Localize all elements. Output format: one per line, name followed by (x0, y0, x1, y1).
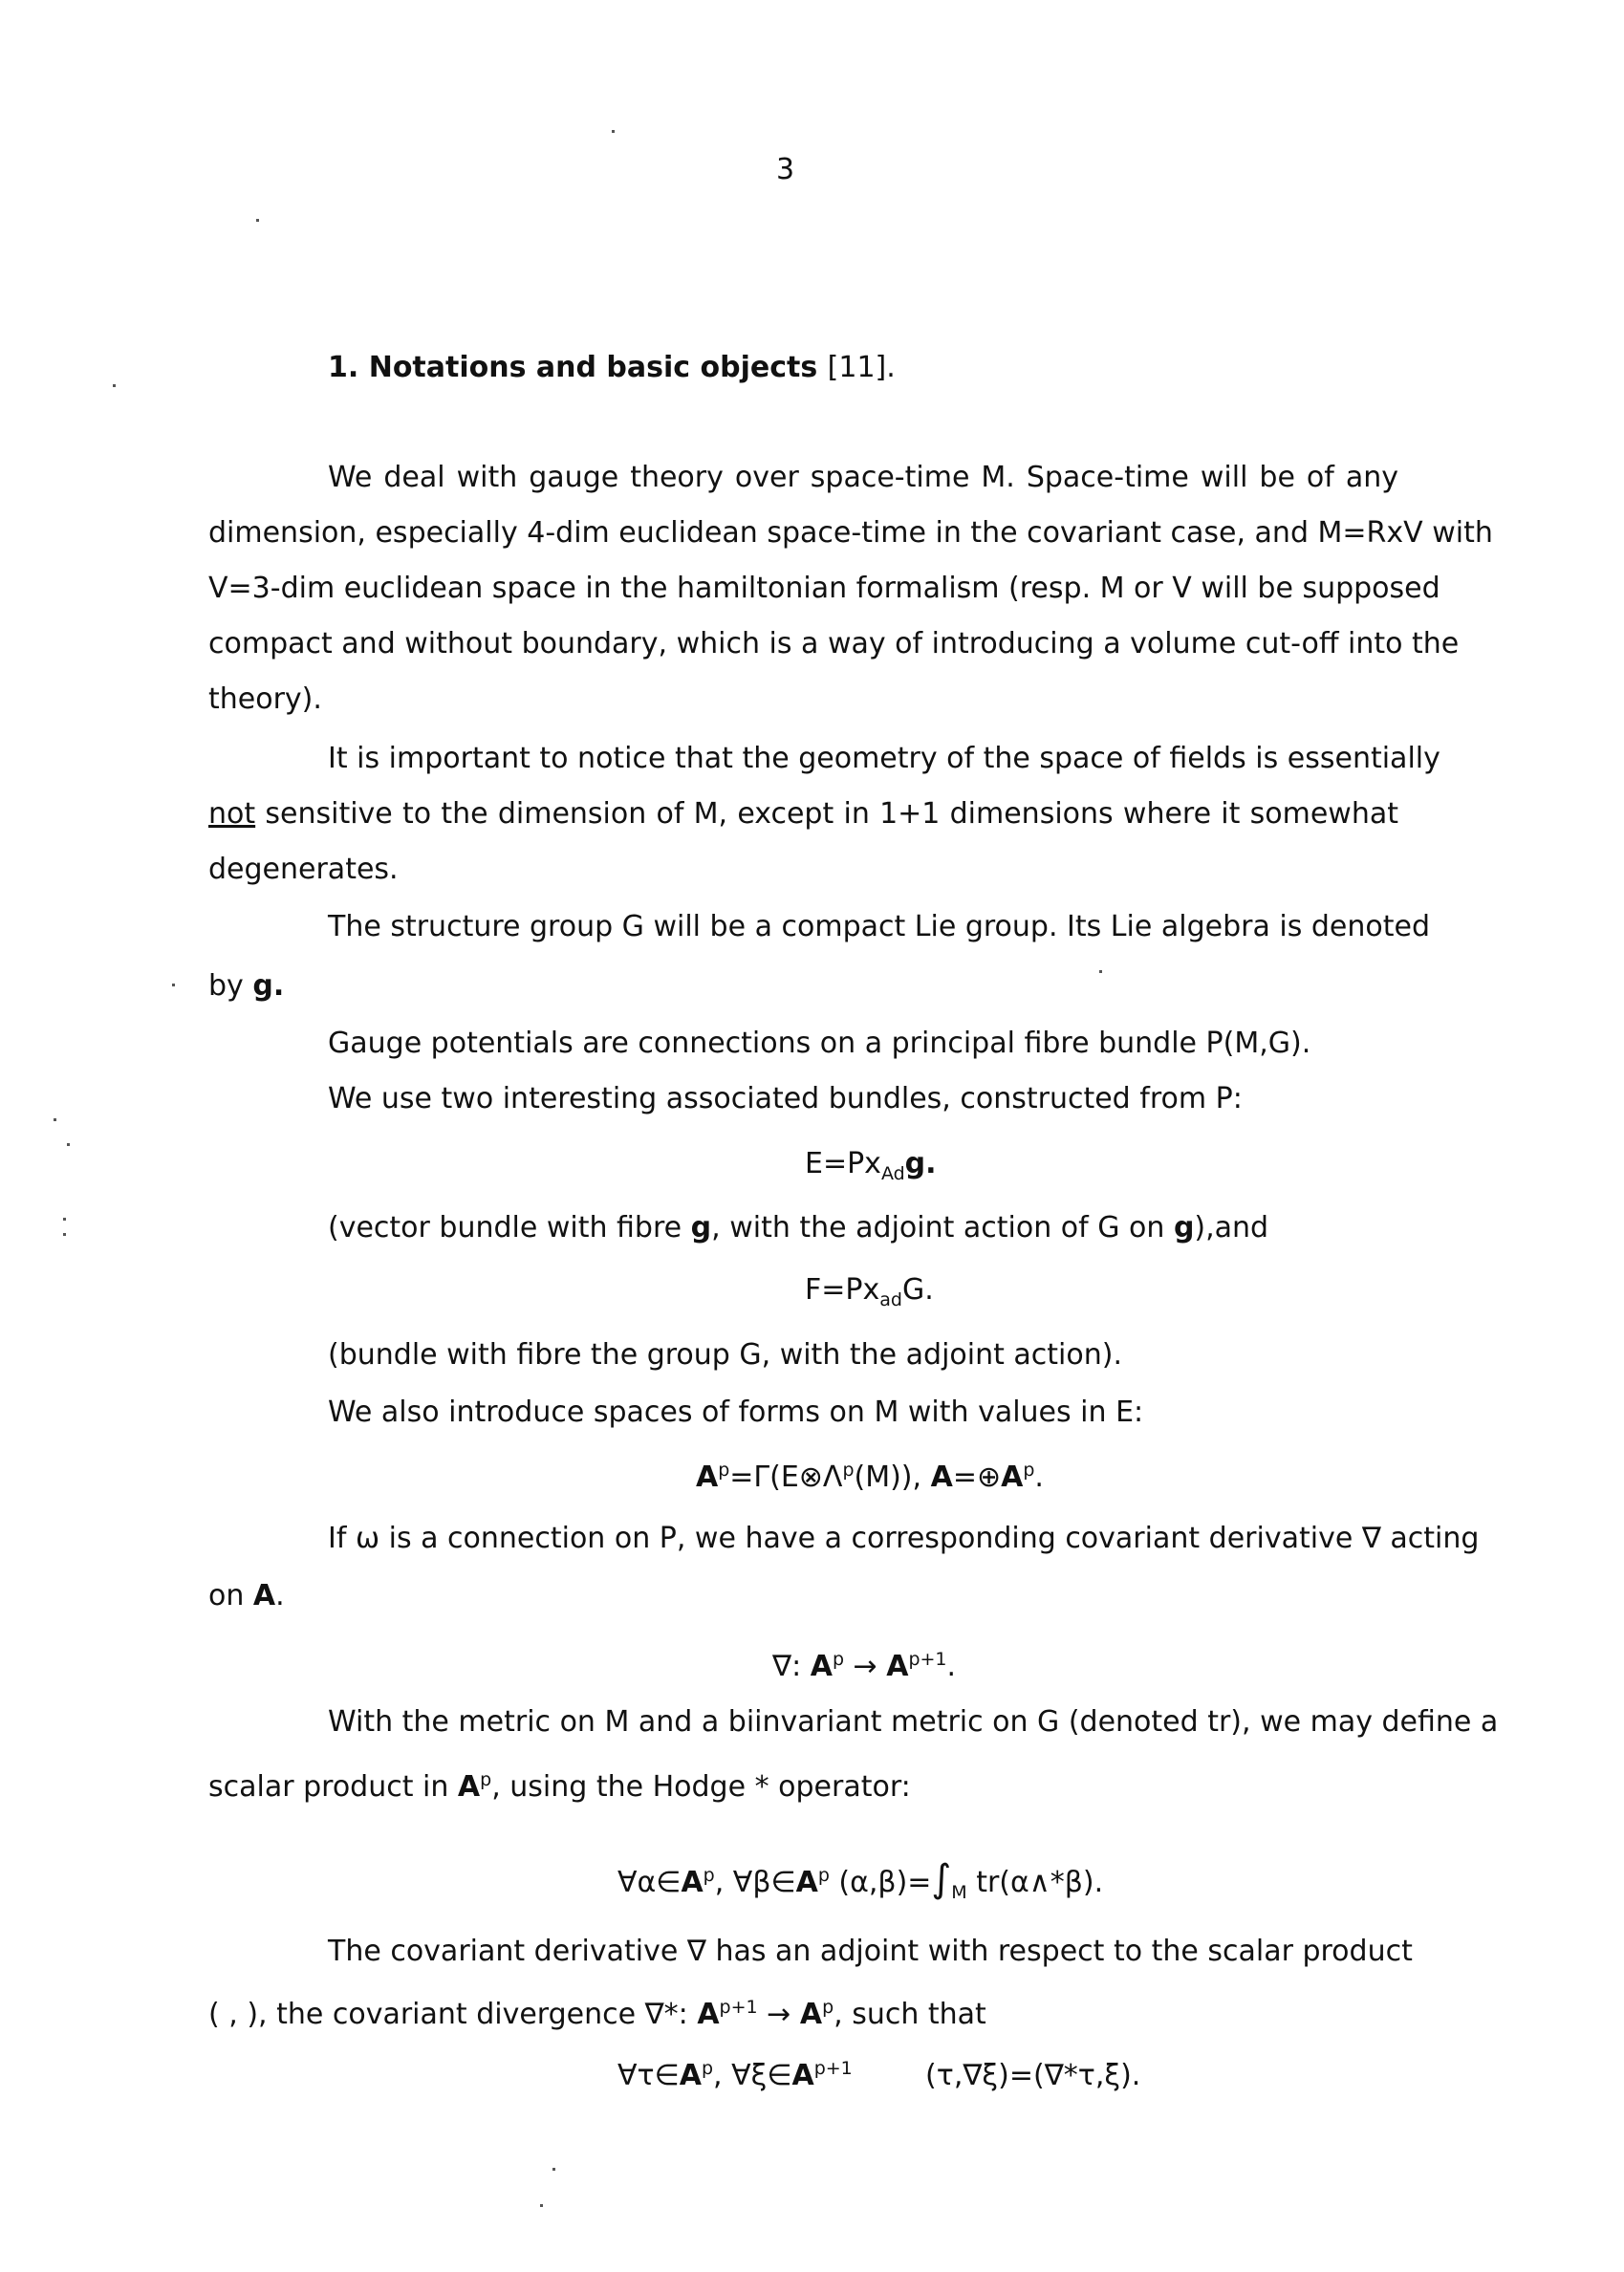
eq-adj-a: ∀τ∈ (617, 2059, 680, 2092)
eq-nabla-arrow: → (844, 1650, 887, 1683)
para1-line: We deal with gauge theory over space-time M. Space-time will be of any (328, 461, 1398, 494)
scan-speck (54, 1118, 56, 1121)
eq-A-a2: A (930, 1461, 953, 1494)
eq-nabla-s1: p (832, 1649, 844, 1670)
para11-line (208, 1988, 986, 2034)
eq-E-lhs: E=Px (805, 1147, 881, 1180)
para11-A2: A (799, 1998, 823, 2031)
para1-line: compact and without boundary, which is a way of introducing a volume cut-off into the (208, 627, 1460, 660)
scan-speck (256, 219, 259, 222)
eq-adj-s1: p (701, 2058, 713, 2079)
equation-E (805, 1145, 937, 1193)
emphasis-not: not (208, 797, 256, 831)
para4-line: Gauge potentials are connections on a principal fibre bundle P(M,G). (328, 1027, 1311, 1060)
eq-adj-A1: A (679, 2059, 702, 2092)
scan-speck (63, 1233, 66, 1236)
para9-line (208, 1577, 285, 1615)
para11-s2: p (822, 1997, 834, 2018)
para8-line: We also introduce spaces of forms on M with values in E: (328, 1396, 1144, 1429)
eq-sp-b: , ∀β∈ (714, 1866, 796, 1899)
eq-sp-d: tr(α∧*β). (966, 1866, 1104, 1899)
para6-g1: g (690, 1211, 712, 1244)
para6-g2: g (1173, 1211, 1195, 1244)
page-number: 3 (776, 153, 795, 186)
eq-E-sub: Ad (880, 1163, 905, 1184)
para1-line: V=3-dim euclidean space in the hamiltonian formalism (resp. M or V will be supposed (208, 572, 1440, 605)
section-title: 1. Notations and basic objects (328, 351, 818, 384)
para6-b: , with the adjoint action of G on (711, 1211, 1174, 1244)
para6-c: ),and (1194, 1211, 1269, 1244)
eq-nabla-end: . (946, 1650, 957, 1683)
para9-symbol: A (252, 1579, 276, 1612)
eq-nabla-s2: p+1 (908, 1649, 947, 1670)
scan-speck (63, 1218, 66, 1221)
para5-line: We use two interesting associated bundles, constructed from P: (328, 1082, 1243, 1115)
eq-A-s1: p (718, 1460, 730, 1481)
eq-nabla-A1: A (810, 1650, 833, 1683)
para11-arrow: → (757, 1998, 800, 2031)
para10-A: A (457, 1770, 481, 1804)
para11-line: The covariant derivative ∇ has an adjoint with respect to the scalar product (328, 1935, 1413, 1968)
equation-scalar-product (617, 1856, 1103, 1912)
eq-A-mid2: (M)), (854, 1461, 931, 1494)
para3-line (208, 967, 284, 1006)
para10-a: scalar product in (208, 1770, 458, 1804)
section-reference: [11]. (827, 351, 896, 384)
eq-A-mid3: =⊕ (952, 1461, 1002, 1494)
eq-sp-a: ∀α∈ (617, 1866, 682, 1899)
integral-sign: ∫ (931, 1857, 952, 1901)
eq-F-rhs: G. (901, 1273, 934, 1307)
equation-nabla (772, 1640, 956, 1686)
scan-speck (172, 984, 175, 986)
para3-line: The structure group G will be a compact Lie group. Its Lie algebra is denoted (328, 910, 1430, 943)
eq-adj-b: , ∀ξ∈ (713, 2059, 792, 2092)
scan-speck (67, 1143, 70, 1146)
para7-line: (bundle with fibre the group G, with the adjoint action). (328, 1338, 1122, 1372)
eq-F-sub: ad (879, 1289, 902, 1310)
para10-b: , using the Hodge * operator: (491, 1770, 911, 1804)
para11-b: , such that (834, 1998, 986, 2031)
eq-nabla-a: ∇: (772, 1650, 811, 1683)
eq-nabla-A2: A (886, 1650, 909, 1683)
para9-line: If ω is a connection on P, we have a corresponding covariant derivative ∇ acting (328, 1522, 1480, 1555)
para3-prefix: by (208, 969, 244, 1003)
eq-F-lhs: F=Px (805, 1273, 880, 1307)
equation-A (696, 1451, 1044, 1497)
scan-speck (1099, 970, 1102, 973)
para1-line: dimension, especially 4-dim euclidean space-time in the covariant case, and M=RxV with (208, 516, 1493, 550)
para11-a: ( , ), the covariant divergence ∇*: (208, 1998, 698, 2031)
eq-sp-s1: p (703, 1865, 715, 1886)
eq-A-a1: A (696, 1461, 719, 1494)
para2-line: It is important to notice that the geometry of the space of fields is essentially (328, 742, 1440, 775)
scan-speck (540, 2204, 543, 2207)
eq-A-s3: p (1023, 1460, 1035, 1481)
para2-line: degenerates. (208, 853, 399, 886)
para9-prefix: on (208, 1579, 245, 1612)
para2-line (208, 795, 1398, 833)
eq-A-s2: p (842, 1460, 855, 1481)
eq-adj-c: (τ,∇ξ)=(∇*τ,ξ). (852, 2059, 1141, 2092)
para10-line: With the metric on M and a biinvariant metric on G (denoted tr), we may define a (328, 1705, 1499, 1739)
eq-A-end: . (1034, 1461, 1044, 1494)
eq-sp-A2: A (795, 1866, 818, 1899)
eq-A-a3: A (1001, 1461, 1024, 1494)
lie-algebra-symbol: g. (252, 969, 285, 1003)
para9-end: . (275, 1579, 285, 1612)
para2-line2-text: sensitive to the dimension of M, except in 1+1 dimensions where it somewhat (265, 797, 1398, 831)
para11-A1: A (697, 1998, 720, 2031)
para6-a: (vector bundle with fibre (328, 1211, 691, 1244)
scan-speck (552, 2168, 555, 2171)
equation-F (805, 1271, 934, 1319)
eq-sp-s2: p (817, 1865, 830, 1886)
para10-s: p (480, 1769, 492, 1790)
para11-s1: p+1 (719, 1997, 758, 2018)
section-heading (328, 349, 896, 387)
scan-speck (612, 130, 615, 133)
eq-adj-A2: A (791, 2059, 814, 2092)
equation-adjoint (617, 2049, 1140, 2095)
scan-speck (113, 384, 116, 387)
eq-A-mid: =Γ(E⊗Λ (729, 1461, 843, 1494)
eq-adj-s2: p+1 (813, 2058, 853, 2079)
eq-sp-A1: A (681, 1866, 704, 1899)
para10-line (208, 1761, 911, 1807)
para6-line (328, 1209, 1268, 1247)
eq-E-rhs: g. (904, 1147, 937, 1180)
para1-line: theory). (208, 682, 322, 716)
eq-sp-sub: M (951, 1882, 967, 1903)
eq-sp-c: (α,β)= (829, 1866, 932, 1899)
